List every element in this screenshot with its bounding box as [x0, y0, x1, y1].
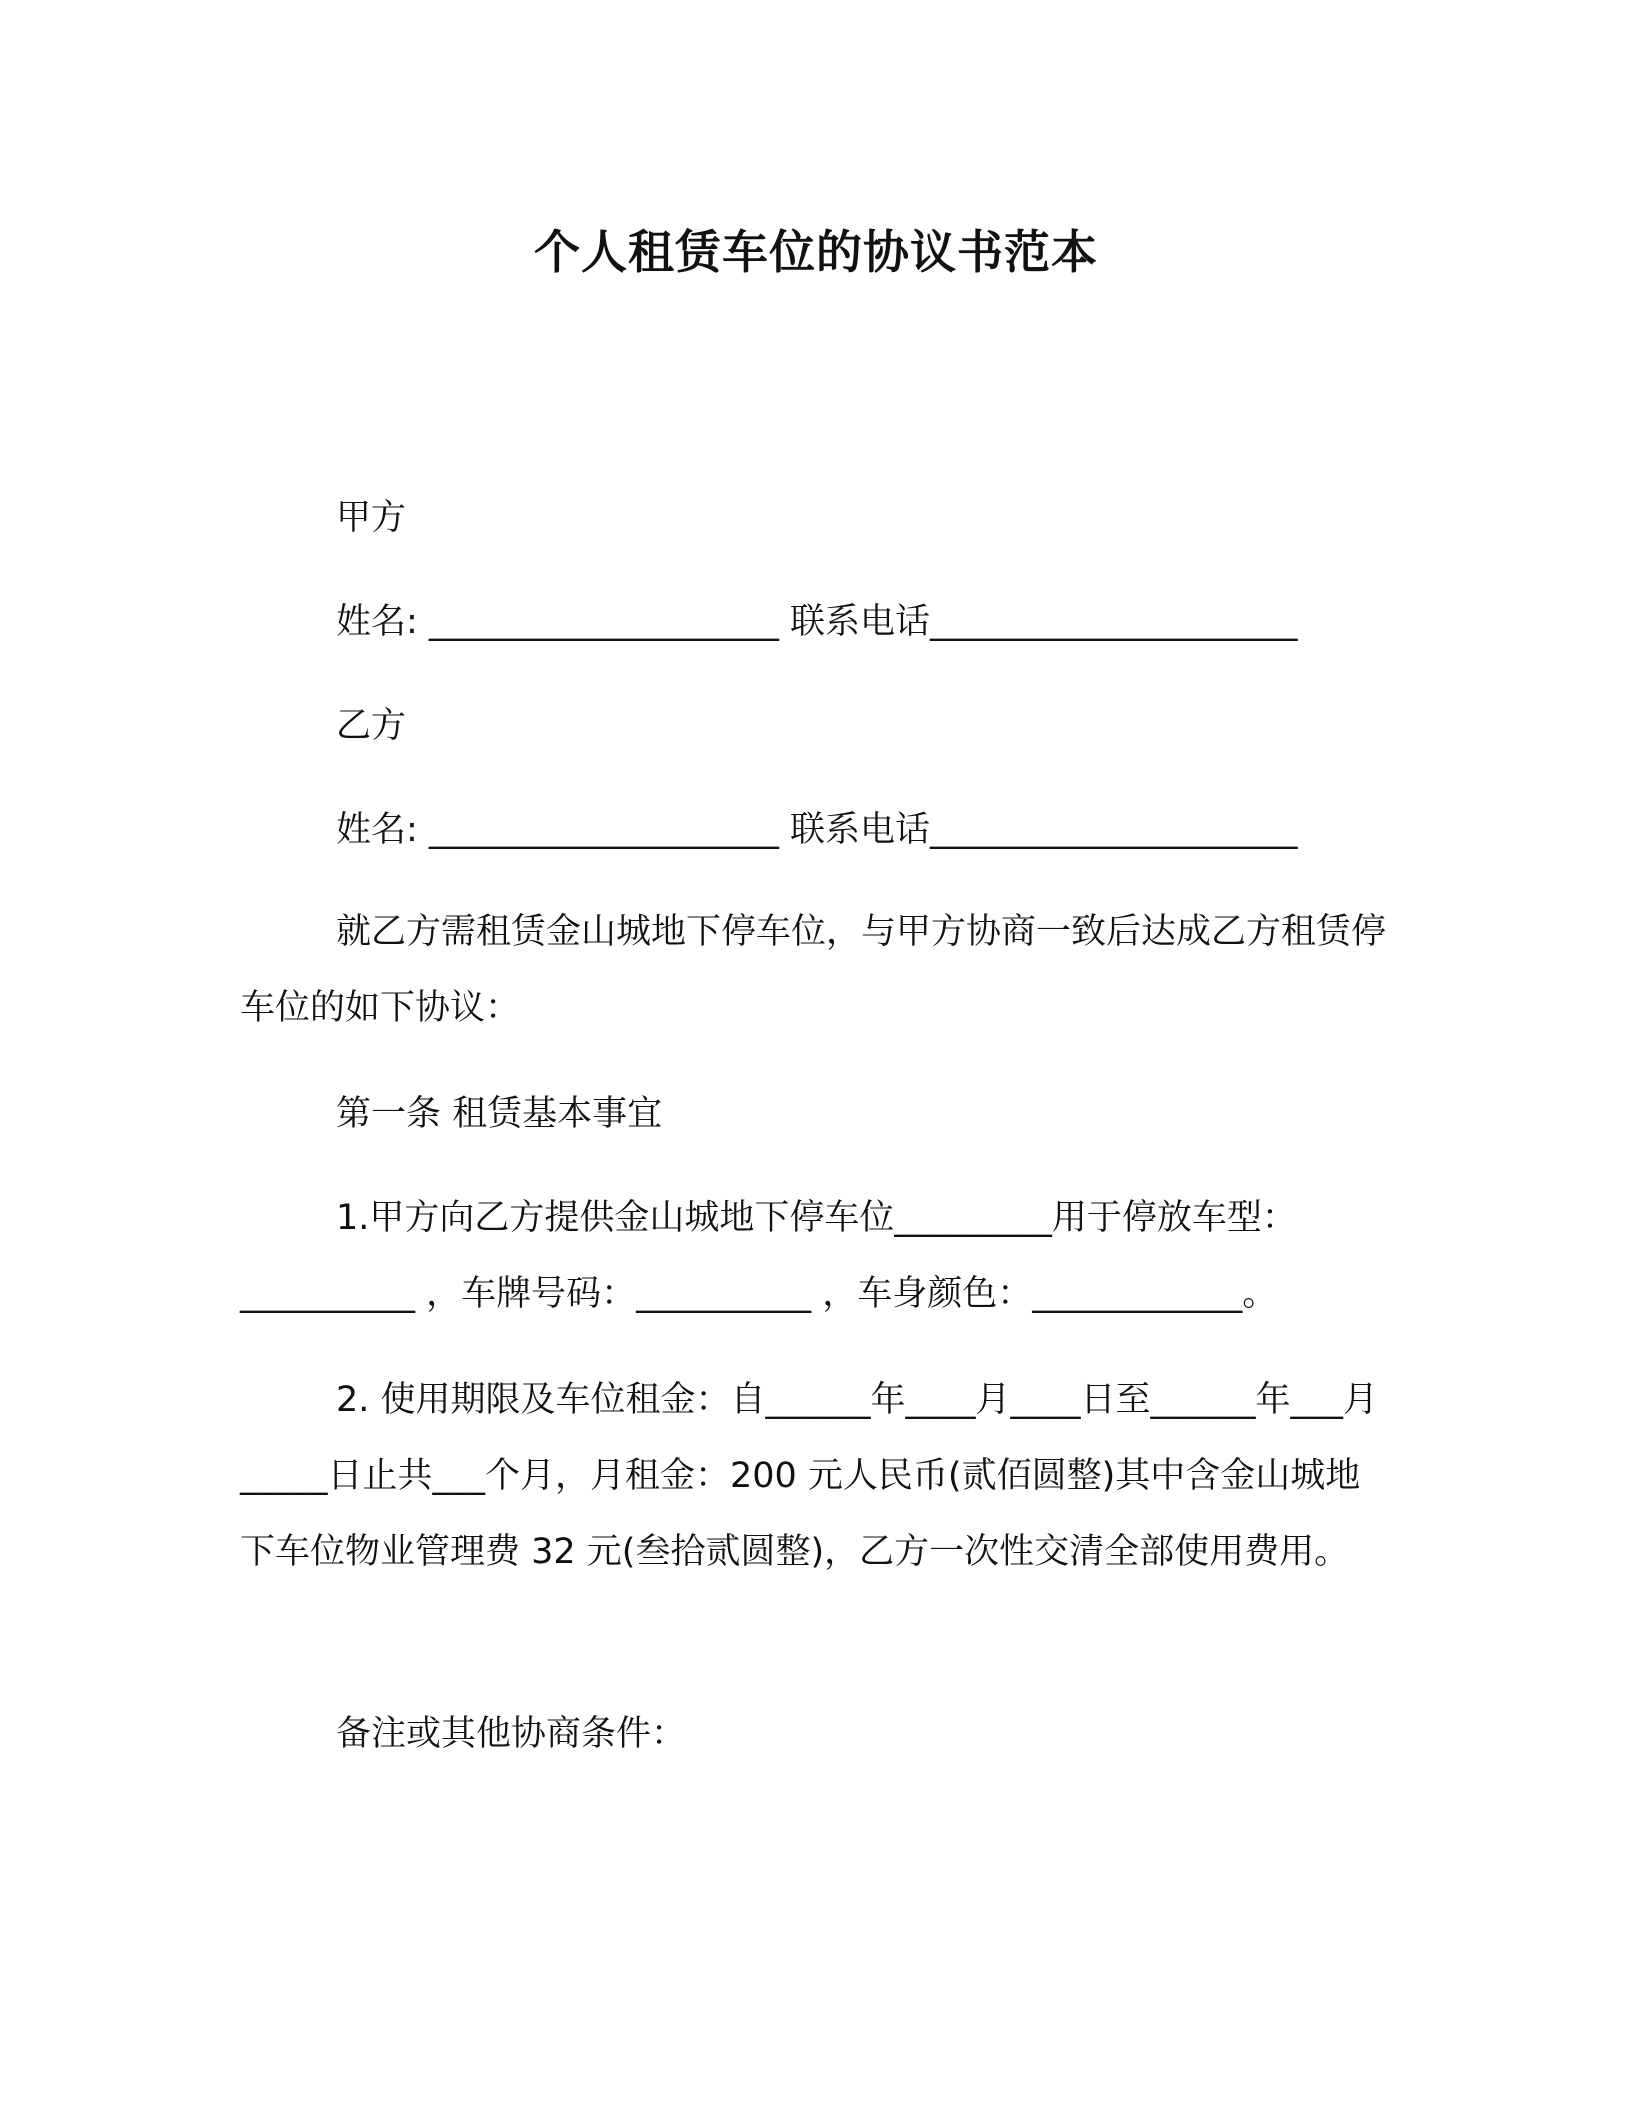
party-b-label: 乙方 — [336, 706, 407, 746]
remarks-label: 备注或其他协商条件： — [336, 1714, 687, 1754]
intro-paragraph: 就乙方需租赁金山城地下停车位，与甲方协商一致后达成乙方租赁停车位的如下协议： — [240, 912, 1387, 1028]
clause-1-paragraph: 1.甲方向乙方提供金山城地下停车位_________用于停放车型：__________ ，车牌号码：__________ ，车身颜色：____________。 — [240, 1198, 1297, 1314]
party-a-fields: 姓名: ____________________ 联系电话_____________________ — [336, 602, 1298, 642]
clause-2-paragraph: 2. 使用期限及车位租金：自______年____月____日至______年___月_____日止共___个月，月租金：200 元人民币(贰佰圆整)其中含金山城地下车位物业管理费 32 元(叁拾贰圆整)，乙方一次性交清全部使用费用。 — [240, 1380, 1379, 1572]
document-title: 个人租赁车位的协议书范本 — [534, 225, 1098, 279]
party-b-fields: 姓名: ____________________ 联系电话_____________________ — [336, 810, 1298, 850]
party-a-label: 甲方 — [336, 498, 407, 538]
article-1-heading: 第一条 租赁基本事宜 — [336, 1094, 663, 1134]
